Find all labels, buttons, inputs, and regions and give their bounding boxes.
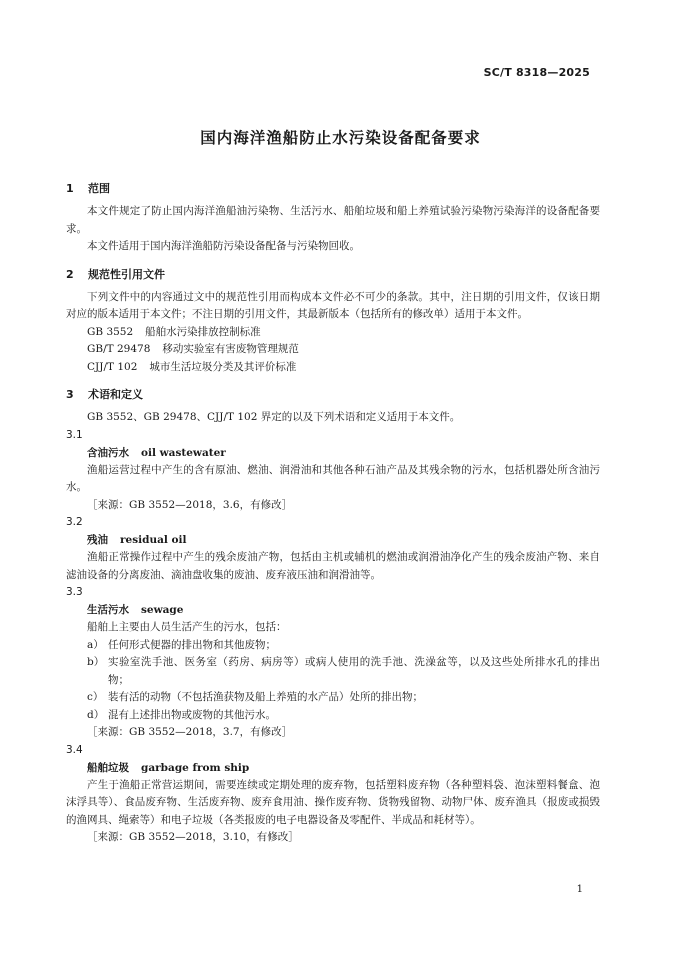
section-2-heading: 2 规范性引用文件 bbox=[66, 267, 165, 281]
section-1-paragraph-2: 本文件适用于国内海洋渔船防污染设备配备与污染物回收。 bbox=[87, 240, 360, 252]
document-title: 国内海洋渔船防止水污染设备配备要求 bbox=[200, 129, 481, 147]
section-2-paragraph-1: 下列文件中的内容通过文中的规范性引用而构成本文件必不可少的条款。其中，注日期的引用文件，仅该日期对应的版本适用于本文件；不注日期的引用文件，其最新版本（包括所有的修改单）适用于本文件。 bbox=[66, 290, 600, 320]
term-definition: 产生于渔船正常营运期间，需要连续或定期处理的废弃物，包括塑料废弃物（各种塑料袋、泡沫塑料餐盒、泡沫浮具等）、食品废弃物、生活废弃物、废弃食用油、操作废弃物、货物残留物、动物尸体、废弃渔具（报废或损毁的渔网具、绳索等）和电子垃圾（各类报废的电子电器设备及零配件、半成品和耗材等）。 bbox=[66, 778, 600, 826]
list-item: b） 实验室洗手池、医务室（药房、病房等）或病人使用的洗手池、洗澡盆等，以及这些处所排水孔的排出物； bbox=[87, 656, 600, 686]
term-definition: 渔船运营过程中产生的含有原油、燃油、润滑油和其他各种石油产品及其残余物的污水，包括机器处所含油污水。 bbox=[66, 463, 600, 493]
section-3-heading: 3 术语和定义 bbox=[66, 388, 143, 401]
normative-reference: GB 3552 船舶水污染排放控制标准 bbox=[87, 325, 261, 338]
term-entry: 生活污水 sewage bbox=[87, 604, 184, 616]
normative-reference: CJJ/T 102 城市生活垃圾分类及其评价标准 bbox=[87, 360, 297, 373]
page-number: 1 bbox=[576, 884, 583, 895]
clause-number: 3.2 bbox=[66, 516, 83, 528]
clause-number: 3.1 bbox=[66, 428, 83, 441]
normative-reference: GB/T 29478 移动实验室有害废物管理规范 bbox=[87, 343, 299, 355]
term-definition: 船舶上主要由人员生活产生的污水，包括： bbox=[87, 621, 287, 633]
term-source: ［来源：GB 3552—2018，3.6，有修改］ bbox=[87, 498, 293, 511]
term-entry: 含油污水 oil wastewater bbox=[87, 446, 226, 459]
clause-number: 3.4 bbox=[66, 743, 83, 756]
section-3-intro: GB 3552、GB 29478、CJJ/T 102 界定的以及下列术语和定义适用于本文件。 bbox=[87, 411, 461, 423]
document-body bbox=[66, 180, 600, 847]
standard-code: SC/T 8318—2025 bbox=[483, 66, 590, 79]
term-definition: 渔船正常操作过程中产生的残余废油产物，包括由主机或辅机的燃油或润滑油净化产生的残余废油产物、来自滤油设备的分离废油、滴油盘收集的废油、废弃液压油和润滑油等。 bbox=[66, 551, 600, 581]
list-item: a） 任何形式便器的排出物和其他废物； bbox=[87, 638, 276, 651]
clause-number: 3.3 bbox=[66, 586, 83, 598]
section-1-heading: 1 范围 bbox=[66, 182, 110, 195]
term-source: ［来源：GB 3552—2018，3.7，有修改］ bbox=[87, 726, 293, 738]
section-1-paragraph-1: 本文件规定了防止国内海洋渔船油污染物、生活污水、船舶垃圾和船上养殖试验污染物污染海洋的设备配备要求。 bbox=[66, 205, 600, 235]
term-source: ［来源：GB 3552—2018，3.10，有修改］ bbox=[87, 831, 299, 843]
list-item: c） 装有活的动物（不包括渔获物及船上养殖的水产品）处所的排出物； bbox=[87, 691, 423, 703]
list-item: d） 混有上述排出物或废物的其他污水。 bbox=[87, 708, 276, 721]
term-entry: 残油 residual oil bbox=[87, 534, 187, 546]
term-entry: 船舶垃圾 garbage from ship bbox=[87, 761, 250, 774]
